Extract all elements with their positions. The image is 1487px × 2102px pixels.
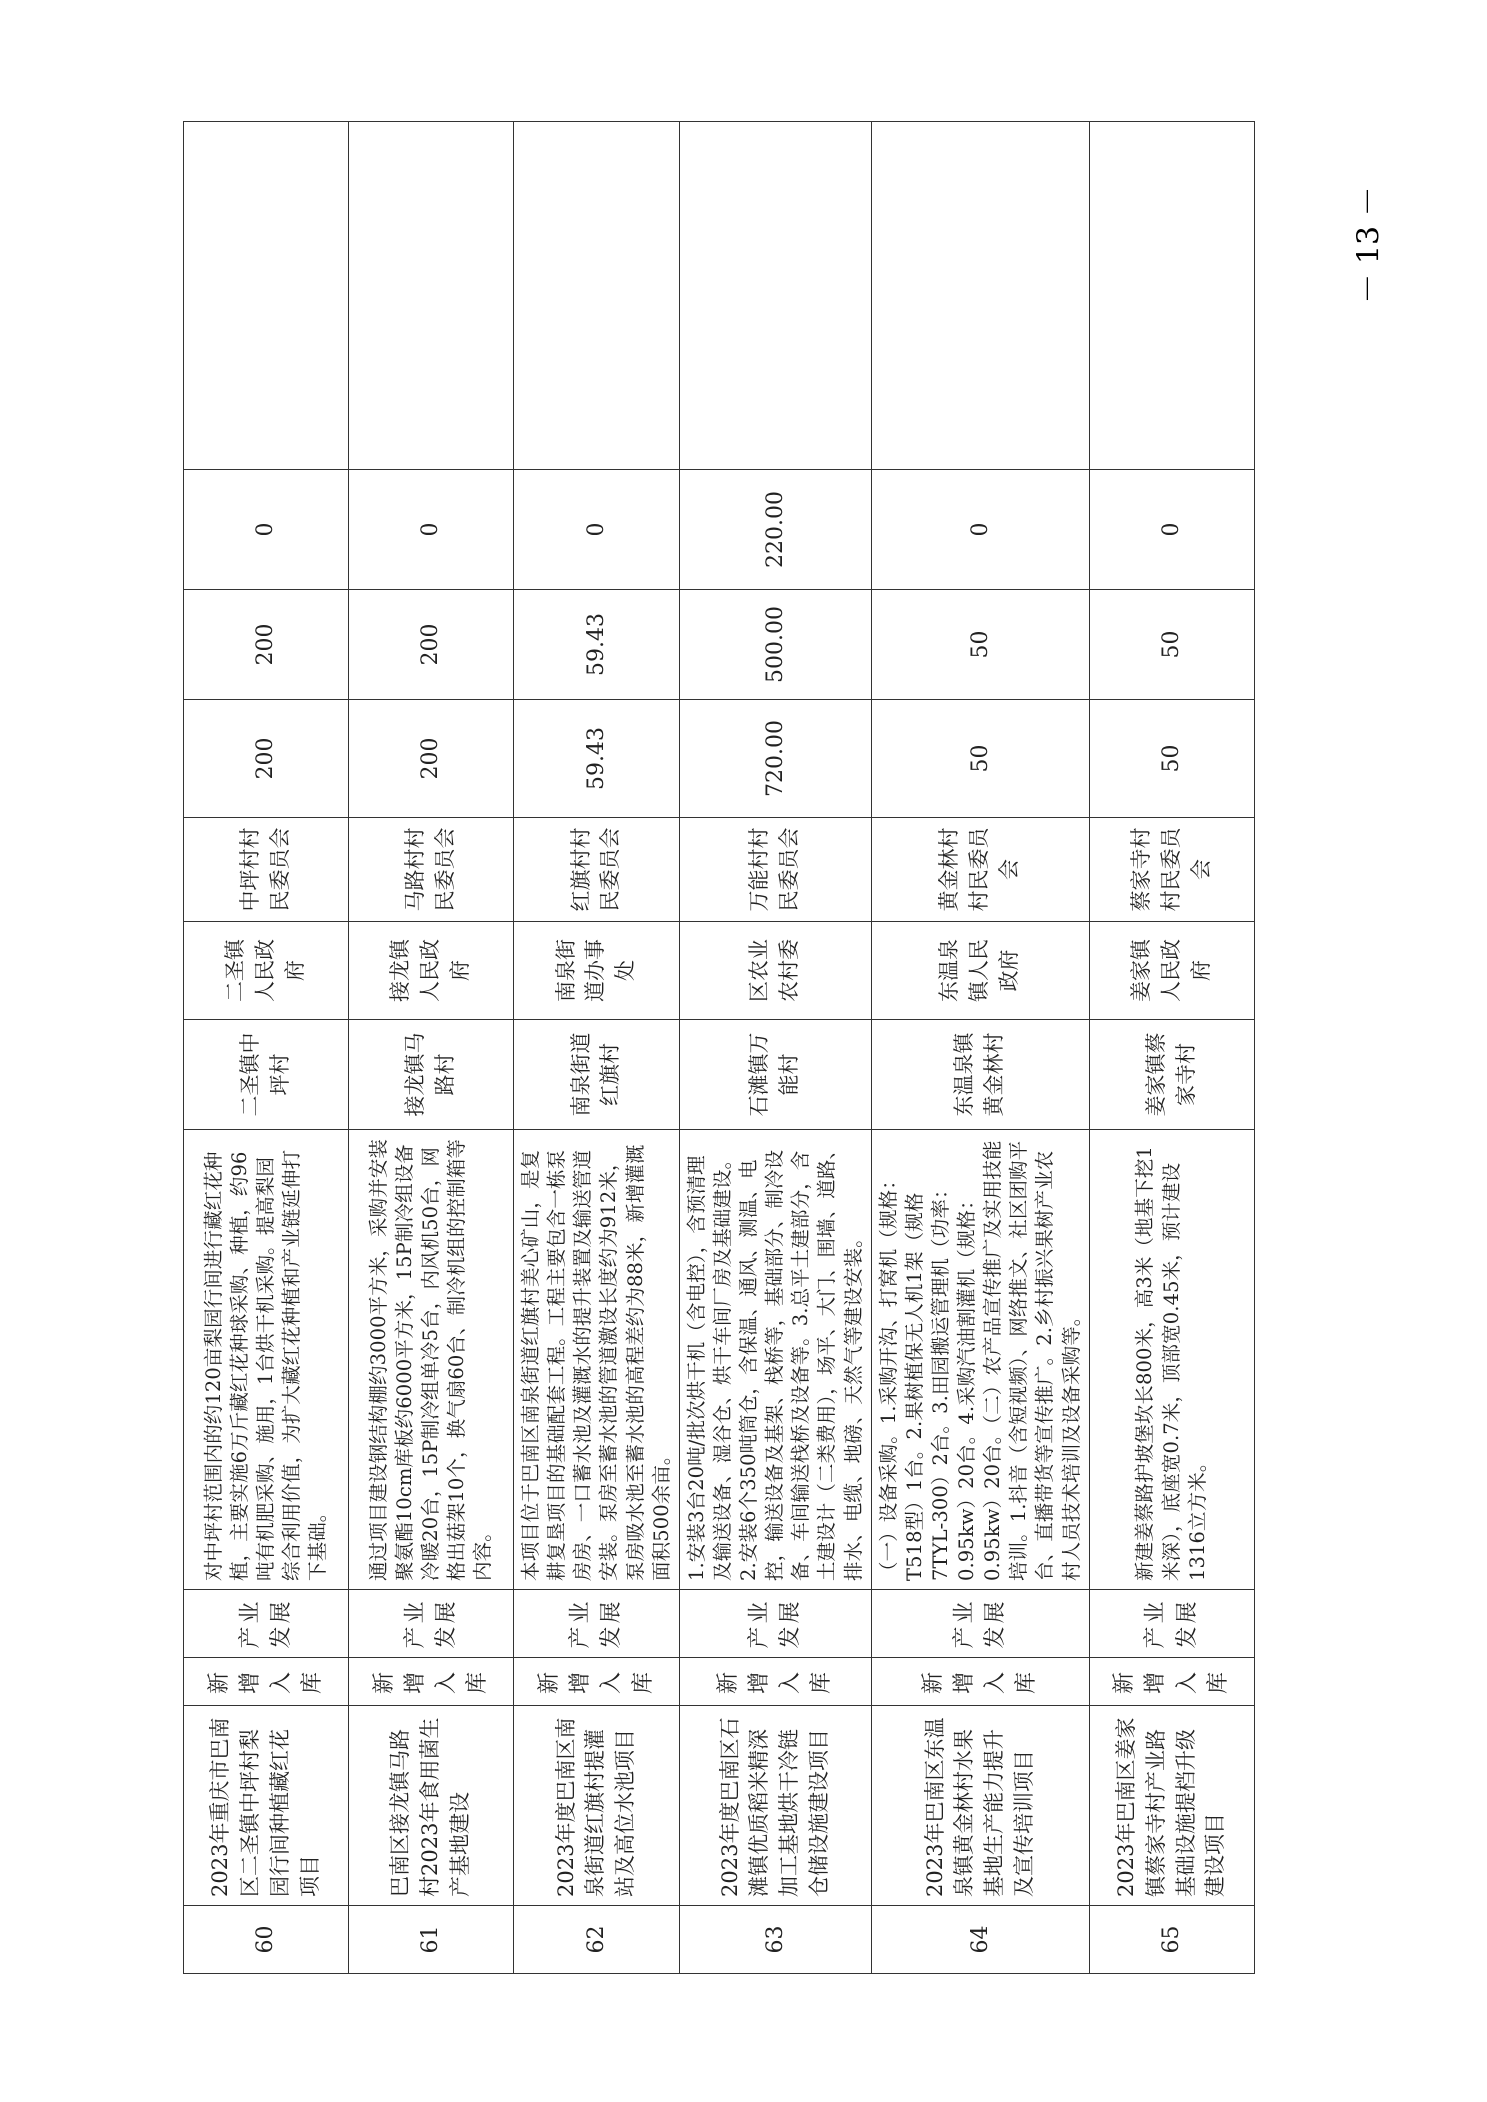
- project-content: 本项目位于巴南区南泉街道红旗村美心矿山，是复耕复垦项目的基础配套工程。工程主要包含一栋泵房房、一口蓄水池及灌溉水的提升装置及输送管道安装。泵房至蓄水池的管道激设长度约为912米，泵房吸水池至蓄水池的高程差约为88米，新增灌溉面积500余亩。: [514, 1130, 680, 1590]
- table-row: [871, 122, 1089, 1974]
- responsible-unit: 姜家镇人民政府: [1089, 922, 1254, 1020]
- fund-a: 200: [349, 590, 514, 700]
- remark: [349, 122, 514, 470]
- responsible-unit: 东温泉镇人民政府: [871, 922, 1089, 1020]
- responsible-unit: 南泉街道办事处: [514, 922, 680, 1020]
- rotated-table-page: [183, 122, 1231, 1974]
- fund-a: 50: [871, 590, 1089, 700]
- row-number: 61: [349, 1906, 514, 1974]
- page-number-text: － 13 －: [1352, 186, 1387, 304]
- table-row: [1089, 122, 1254, 1974]
- project-category: 产业发展: [184, 1590, 349, 1658]
- project-name: 巴南区接龙镇马路村2023年食用菌生产基地建设: [349, 1706, 514, 1906]
- project-table: [183, 121, 1255, 1974]
- total-investment: 200: [349, 700, 514, 818]
- project-category: 产业发展: [349, 1590, 514, 1658]
- project-category: 产业发展: [679, 1590, 871, 1658]
- remark: [871, 122, 1089, 470]
- implementing-unit: 马路村村民委员会: [349, 818, 514, 922]
- row-number: 63: [679, 1906, 871, 1974]
- remark: [1089, 122, 1254, 470]
- project-content: （一）设备采购。1.采购开沟、打窝机（规格：T518型）1台。2.果树植保无人机1架（规格7TYL-300）2台。3.田园搬运管理机（功率：0.95kw）20台。4.采购汽油割灌机（规格：0.95kw）20台。（二）农产品宣传推广及实用技能培训。1.抖音（含短视频）、网络推文、社区团购平台、直播带货等宣传推广。2.乡村振兴果树产业农村人员技术培训及设备采购等。: [871, 1130, 1089, 1590]
- row-number: 60: [184, 1906, 349, 1974]
- project-category: 产业发展: [871, 1590, 1089, 1658]
- remark: [679, 122, 871, 470]
- responsible-unit: 二圣镇人民政府: [184, 922, 349, 1020]
- project-type: 新增入库: [184, 1658, 349, 1706]
- project-location: 接龙镇马路村: [349, 1020, 514, 1130]
- project-content: 通过项目建设钢结构棚约3000平方米，采购并安装聚氨酯10cm库板约6000平方米，15P制冷组设备冷暖20台，15P制冷组单冷5台，内风机50台，网格出菇架10个，换气扇60台、制冷机组的控制箱等内容。: [349, 1130, 514, 1590]
- fund-b: 0: [1089, 470, 1254, 590]
- row-number: 62: [514, 1906, 680, 1974]
- implementing-unit: 黄金林村村民委员会: [871, 818, 1089, 922]
- total-investment: 50: [871, 700, 1089, 818]
- project-content: 新建姜蔡路护坡堡坎长800米，高3米（地基下挖1米深），底座宽0.7米，顶部宽0.45米，预计建设1316立方米。: [1089, 1130, 1254, 1590]
- fund-a: 59.43: [514, 590, 680, 700]
- project-content: 对中坪村范围内的约120亩梨园行间进行藏红花种植，主要实施6万斤藏红花种球采购、种植，约96吨有机肥采购、施用，1台烘干机采购。提高梨园综合利用价值，为扩大藏红花种植和产业链延伸打下基础。: [184, 1130, 349, 1590]
- fund-b: 0: [184, 470, 349, 590]
- implementing-unit: 蔡家寺村村民委员会: [1089, 818, 1254, 922]
- remark: [514, 122, 680, 470]
- total-investment: 59.43: [514, 700, 680, 818]
- table-row: [184, 122, 349, 1974]
- project-location: 南泉街道红旗村: [514, 1020, 680, 1130]
- row-number: 64: [871, 1906, 1089, 1974]
- project-name: 2023年度巴南区石滩镇优质稻米精深加工基地烘干冷链仓储设施建设项目: [679, 1706, 871, 1906]
- fund-b: 220.00: [679, 470, 871, 590]
- project-location: 二圣镇中坪村: [184, 1020, 349, 1130]
- project-location: 东温泉镇黄金林村: [871, 1020, 1089, 1130]
- total-investment: 200: [184, 700, 349, 818]
- project-location: 石滩镇万能村: [679, 1020, 871, 1130]
- fund-a: 500.00: [679, 590, 871, 700]
- row-number: 65: [1089, 1906, 1254, 1974]
- responsible-unit: 区农业农村委: [679, 922, 871, 1020]
- fund-b: 0: [514, 470, 680, 590]
- fund-a: 200: [184, 590, 349, 700]
- fund-b: 0: [349, 470, 514, 590]
- table-row: [679, 122, 871, 1974]
- implementing-unit: 万能村村民委员会: [679, 818, 871, 922]
- project-name: 2023年巴南区东温泉镇黄金林村水果基地生产能力提升及宣传培训项目: [871, 1706, 1089, 1906]
- remark: [184, 122, 349, 470]
- project-location: 姜家镇蔡家寺村: [1089, 1020, 1254, 1130]
- project-type: 新增入库: [514, 1658, 680, 1706]
- implementing-unit: 中坪村村民委员会: [184, 818, 349, 922]
- project-category: 产业发展: [1089, 1590, 1254, 1658]
- project-type: 新增入库: [349, 1658, 514, 1706]
- project-type: 新增入库: [1089, 1658, 1254, 1706]
- fund-b: 0: [871, 470, 1089, 590]
- fund-a: 50: [1089, 590, 1254, 700]
- table-row: [514, 122, 680, 1974]
- implementing-unit: 红旗村村民委员会: [514, 818, 680, 922]
- project-name: 2023年重庆市巴南区二圣镇中坪村梨园行间种植藏红花项目: [184, 1706, 349, 1906]
- project-name: 2023年巴南区姜家镇蔡家寺村产业路基础设施提档升级建设项目: [1089, 1706, 1254, 1906]
- table-row: [349, 122, 514, 1974]
- responsible-unit: 接龙镇人民政府: [349, 922, 514, 1020]
- project-name: 2023年度巴南区南泉街道红旗村提灌站及高位水池项目: [514, 1706, 680, 1906]
- project-category: 产业发展: [514, 1590, 680, 1658]
- project-type: 新增入库: [679, 1658, 871, 1706]
- total-investment: 720.00: [679, 700, 871, 818]
- project-type: 新增入库: [871, 1658, 1089, 1706]
- project-content: 1.安装3台20吨/批次烘干机（含电控），含预清理及输送设备、湿谷仓、烘干车间厂房及基础建设。2.安装6个350吨筒仓，含保温、通风、测温、电控，输送设备及基架、栈桥等，基础部分、制冷设备、车间输送栈桥及设备等。3.总平土建部分，含土建设计（二类费用），场平、大门、围墙、道路、排水、电缆、地磅、天然气等建设安装。: [679, 1130, 871, 1590]
- page-number: [1336, 135, 1396, 355]
- total-investment: 50: [1089, 700, 1254, 818]
